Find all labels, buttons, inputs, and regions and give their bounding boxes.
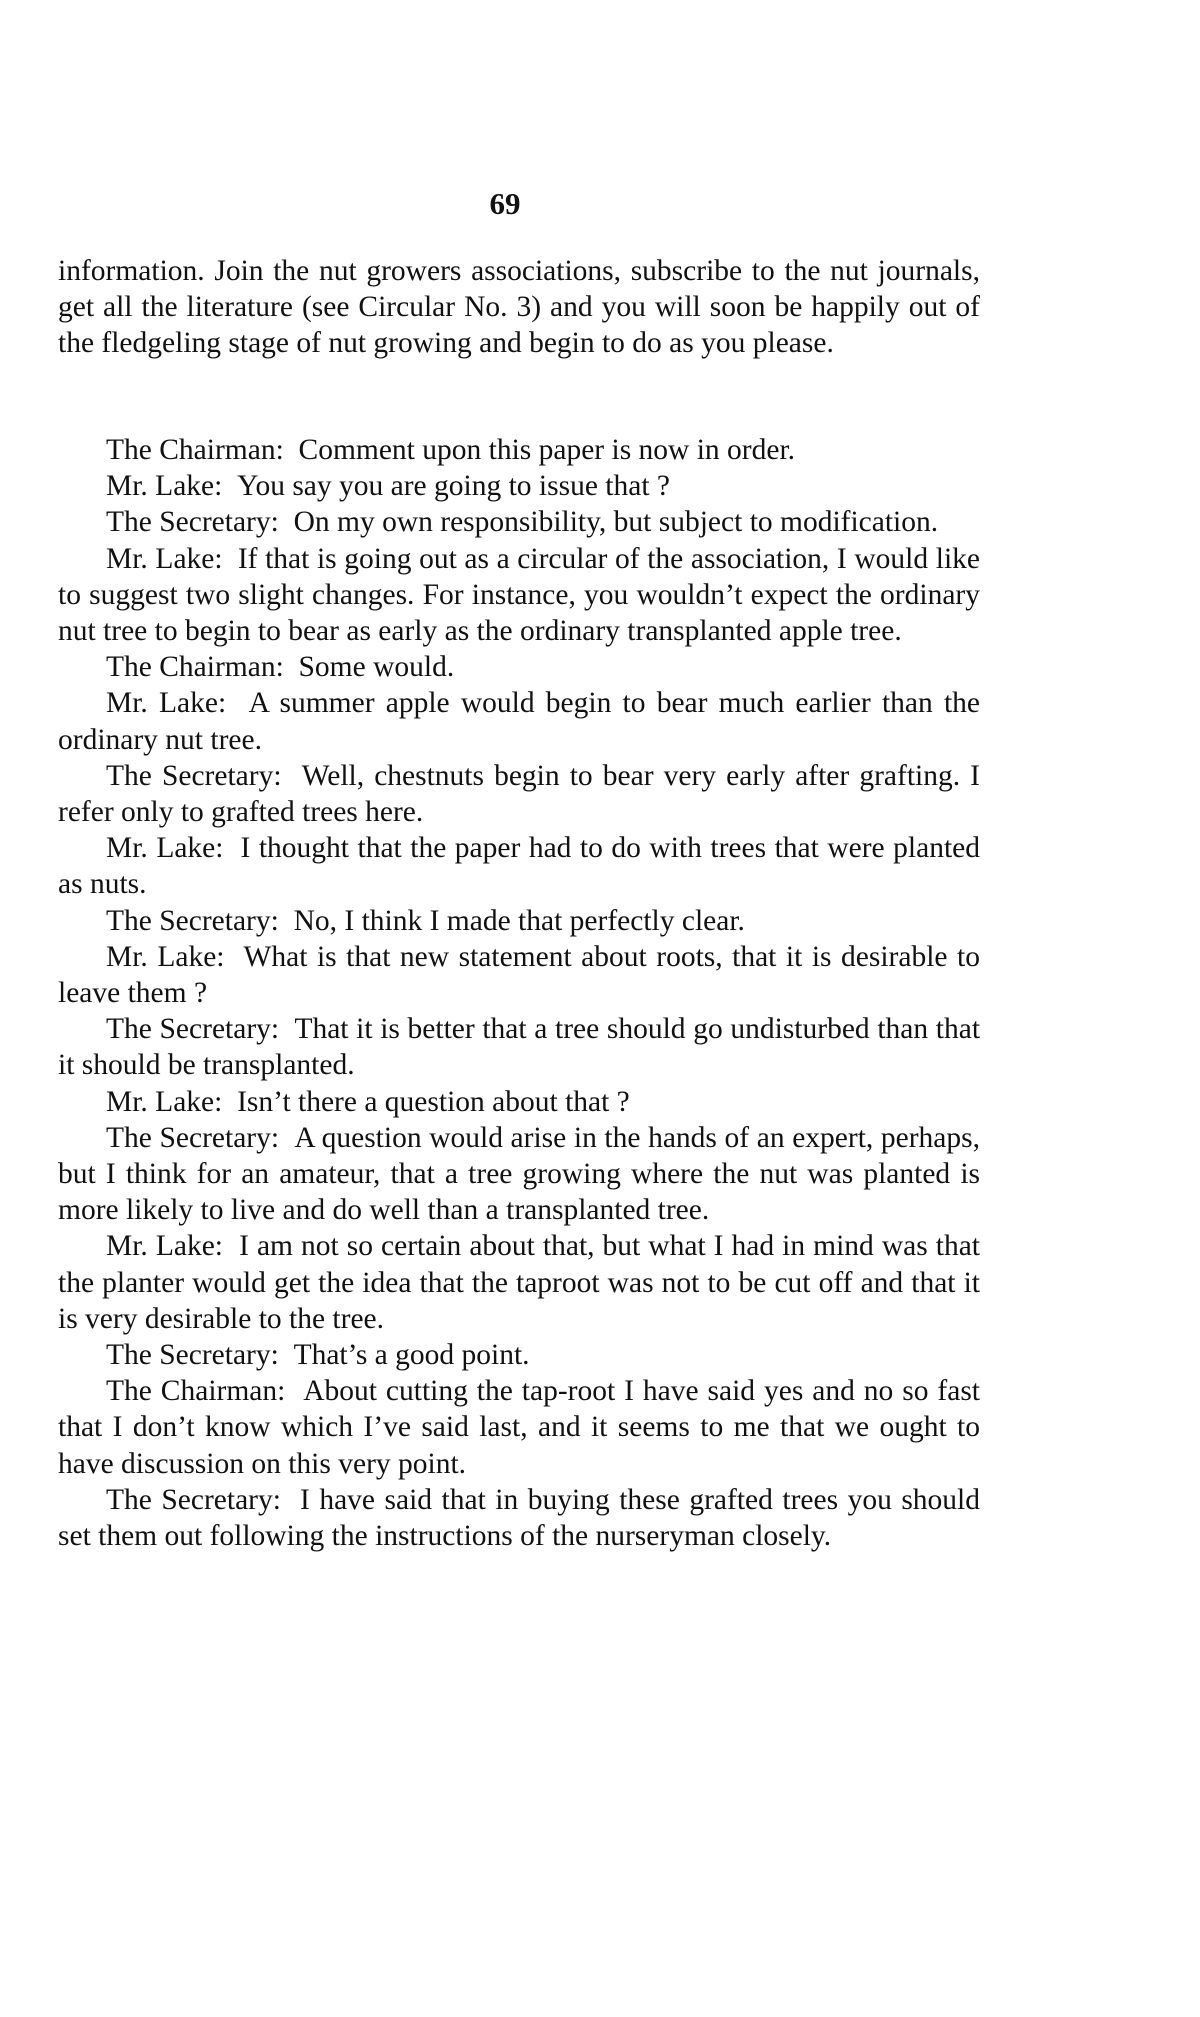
dialogue-paragraph: [58, 830, 980, 902]
speaker-label: The Secretary:: [106, 506, 279, 539]
speaker-label: The Secretary:: [106, 759, 282, 792]
speaker-label: The Secretary:: [106, 1013, 280, 1046]
speaker-label: The Secretary:: [106, 904, 279, 937]
speech-text: You say you are going to issue that ?: [237, 470, 671, 503]
speaker-label: Mr. Lake:: [106, 940, 225, 973]
dialogue-paragraph: [58, 1084, 980, 1120]
dialogue-paragraph: [58, 1011, 980, 1083]
speech-text: If that is going out as a circular of the association, I would like to suggest two slight changes. For instance, you wouldn’t expect the ordinary nut tree to begin to bear as early as the ordinary transplanted apple tree.: [58, 542, 980, 648]
dialogue-paragraph: [58, 939, 980, 1011]
speech-text: I thought that the paper had to do with trees that were planted as nuts.: [58, 832, 980, 901]
speech-text: Well, chestnuts begin to bear very early after grafting. I refer only to grafted trees here.: [58, 759, 981, 829]
speech-text: No, I think I made that perfectly clear.: [293, 904, 745, 937]
speech-text: About cutting the tap-root I have said yes and no so fast that I don’t know which I’ve said last, and it seems to me that we ought to have discussion on this very point.: [58, 1375, 980, 1480]
speaker-label: The Chairman:: [106, 1375, 286, 1408]
dialogue-paragraph: [58, 649, 980, 685]
opening-section: [58, 253, 980, 362]
speech-text: I have said that in buying these grafted trees you should set them out following the instructions of the nurseryman closely.: [58, 1483, 981, 1553]
dialogue-paragraph: [58, 468, 980, 504]
dialogue-paragraph: [58, 1337, 980, 1373]
speech-text: I am not so certain about that, but what I had in mind was that the planter would get the idea that the taproot was not to be cut off and that it is very desirable to the tree.: [58, 1230, 980, 1335]
speaker-label: Mr. Lake:: [106, 687, 227, 720]
speech-text: On my own responsibility, but subject to modification.: [293, 506, 939, 539]
speaker-label: The Secretary:: [106, 1483, 281, 1516]
dialogue-paragraph: [58, 903, 980, 939]
dialogue-paragraph: [58, 1228, 980, 1337]
dialogue-paragraph: [58, 685, 980, 757]
speech-text: A question would arise in the hands of an expert, perhaps, but I think for an amateur, that a tree growing where the nut was planted is more likely to live and do well than a transplanted tree.: [58, 1121, 981, 1227]
speaker-label: The Secretary:: [106, 1121, 280, 1154]
opening-paragraph: information. Join the nut growers associations, subscribe to the nut journals, get all the literature (see Circular No. 3) and you will soon be happily out of the fledgeling stage of nut growing and begin to do as you please.: [58, 255, 980, 360]
dialogue-paragraph: [58, 1482, 980, 1554]
speaker-label: Mr. Lake:: [106, 1230, 223, 1263]
speaker-label: Mr. Lake:: [106, 1085, 223, 1118]
speaker-label: The Secretary:: [106, 1339, 279, 1372]
dialogue-section: [58, 432, 980, 1554]
dialogue-paragraph: [58, 1373, 980, 1482]
dialogue-paragraph: [58, 1120, 980, 1229]
speech-text: Some would.: [298, 651, 455, 684]
speech-text: A summer apple would begin to bear much earlier than the ordinary nut tree.: [58, 687, 980, 756]
speech-text: That it is better that a tree should go undisturbed than that it should be transplanted.: [58, 1013, 981, 1082]
speaker-label: Mr. Lake:: [106, 832, 224, 865]
page-number: 69: [489, 186, 521, 221]
speaker-label: The Chairman:: [106, 651, 284, 684]
dialogue-paragraph: [58, 758, 980, 830]
speech-text: That’s a good point.: [293, 1339, 530, 1372]
speech-text: Isn’t there a question about that ?: [237, 1085, 630, 1118]
speaker-label: Mr. Lake:: [106, 470, 223, 503]
speech-text: What is that new statement about roots, that it is desirable to leave them ?: [58, 940, 980, 1010]
speaker-label: Mr. Lake:: [106, 542, 223, 575]
speech-text: Comment upon this paper is now in order.: [298, 434, 796, 466]
dialogue-paragraph: [58, 504, 980, 540]
dialogue-paragraph: [58, 432, 980, 468]
speaker-label: The Chairman:: [106, 434, 284, 466]
dialogue-paragraph: [58, 541, 980, 650]
